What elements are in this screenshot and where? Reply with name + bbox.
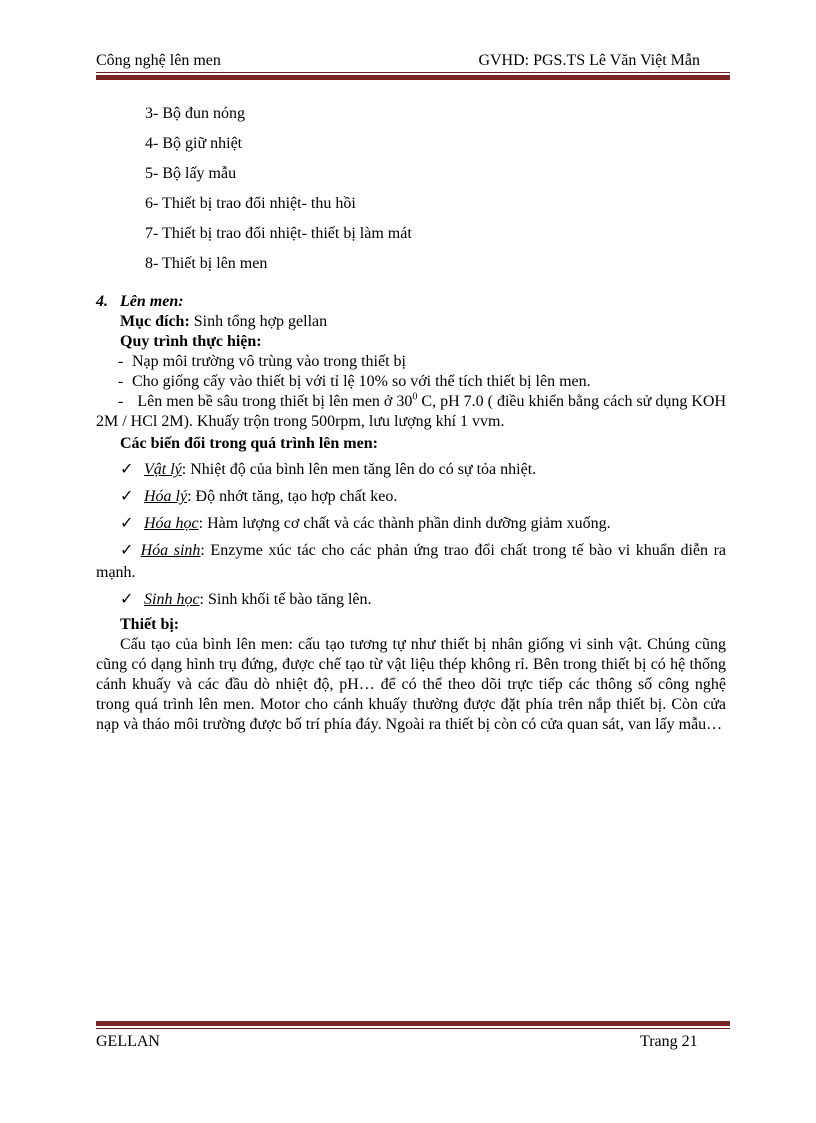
change-text: : Nhiệt độ của bình lên men tăng lên do có sự tỏa nhiệt. bbox=[181, 461, 537, 478]
degree-superscript: 0 bbox=[412, 391, 418, 403]
dash-marker: - bbox=[118, 373, 124, 390]
footer-title: GELLAN bbox=[96, 1033, 160, 1050]
change-term: Hóa lý bbox=[144, 488, 188, 505]
header-instructor: GVHD: PGS.TS Lê Văn Việt Mẫn bbox=[478, 52, 700, 69]
purpose-text: Sinh tổng hợp gellan bbox=[189, 313, 328, 330]
section-heading bbox=[96, 292, 726, 312]
procedure-item bbox=[96, 352, 726, 372]
procedure-text: C, pH 7.0 ( điều khiển bằng cách sử dụng KOH 2M / HCl 2M). Khuấy trộn trong 500rpm, lưu lượng khí 1 vvm. bbox=[96, 393, 727, 430]
procedure-text: Lên men bề sâu trong thiết bị lên men ở 30 bbox=[137, 393, 413, 410]
change-text: : Sinh khối tế bào tăng lên. bbox=[199, 591, 372, 608]
procedure-item bbox=[96, 372, 726, 392]
change-term: Sinh học bbox=[144, 591, 200, 608]
page-header bbox=[96, 52, 730, 72]
change-text: : Enzyme xúc tác cho các phản ứng trao đổi chất trong tế bào vi khuẩn diễn ra mạnh. bbox=[96, 542, 727, 581]
change-item bbox=[96, 486, 726, 508]
change-item bbox=[96, 540, 726, 584]
list-item: 7- Thiết bị trao đổi nhiệt- thiết bị làm mát bbox=[145, 225, 412, 242]
change-text: : Độ nhớt tăng, tạo hợp chất keo. bbox=[187, 488, 398, 505]
check-icon: ✓ bbox=[120, 461, 134, 478]
footer-rule-thin bbox=[96, 1028, 730, 1029]
procedure-text: Nạp môi trường vô trùng vào trong thiết bị bbox=[132, 353, 406, 370]
dash-marker: - bbox=[118, 353, 124, 370]
equipment-label: Thiết bị: bbox=[120, 616, 180, 633]
check-icon: ✓ bbox=[120, 542, 135, 559]
dash-marker: - bbox=[118, 393, 124, 410]
check-icon: ✓ bbox=[120, 515, 134, 532]
check-icon: ✓ bbox=[120, 591, 134, 608]
list-item: 6- Thiết bị trao đổi nhiệt- thu hồi bbox=[145, 195, 356, 212]
change-item bbox=[96, 513, 726, 535]
change-text: : Hàm lượng cơ chất và các thành phần dinh dưỡng giảm xuống. bbox=[198, 515, 611, 532]
equipment-paragraph: Cấu tạo của bình lên men: cấu tạo tương tự như thiết bị nhân giống vi sinh vật. Chúng cũng cũng có dạng hình trụ đứng, được chế tạo từ vật liệu thép không rỉ. Bên trong thiết bị có hệ thống cánh khuấy và các đầu dò nhiệt độ, pH… để có thể theo dõi trực tiếp các thông số công nghệ trong quá trình lên men. Motor cho cánh khuấy thường được đặt phía trên nắp thiết bị. Còn cửa nạp và tháo môi trường được bố trí phía đáy. Ngoài ra thiết bị còn có cửa quan sát, van lấy mẫu… bbox=[96, 636, 726, 733]
change-term: Hóa học bbox=[144, 515, 199, 532]
page-number: Trang 21 bbox=[640, 1033, 698, 1050]
header-course: Công nghệ lên men bbox=[96, 52, 221, 69]
list-item: 3- Bộ đun nóng bbox=[145, 105, 245, 122]
list-item: 8- Thiết bị lên men bbox=[145, 255, 268, 272]
purpose-label: Mục đích: bbox=[120, 313, 190, 330]
change-term: Hóa sinh bbox=[140, 542, 201, 559]
section-number: 4. bbox=[96, 293, 108, 310]
section-title: Lên men: bbox=[120, 293, 184, 310]
check-icon: ✓ bbox=[120, 488, 134, 505]
procedure-text: Cho giống cấy vào thiết bị với tỉ lệ 10% so với thể tích thiết bị lên men. bbox=[132, 373, 591, 390]
procedure-item bbox=[96, 392, 726, 432]
list-item: 5- Bộ lấy mẫu bbox=[145, 165, 237, 182]
header-rule-thin bbox=[96, 72, 730, 73]
procedure-label: Quy trình thực hiện: bbox=[120, 333, 262, 350]
fermentation-section bbox=[96, 292, 726, 735]
change-item bbox=[96, 459, 726, 481]
header-rule-thick bbox=[96, 75, 730, 80]
list-item: 4- Bộ giữ nhiệt bbox=[145, 135, 243, 152]
purpose-line bbox=[96, 312, 726, 332]
equipment-list bbox=[145, 104, 412, 284]
changes-label: Các biến đổi trong quá trình lên men: bbox=[120, 435, 378, 452]
change-item bbox=[96, 589, 726, 611]
footer-rule-thick bbox=[96, 1021, 730, 1026]
change-term: Vật lý bbox=[144, 461, 182, 478]
